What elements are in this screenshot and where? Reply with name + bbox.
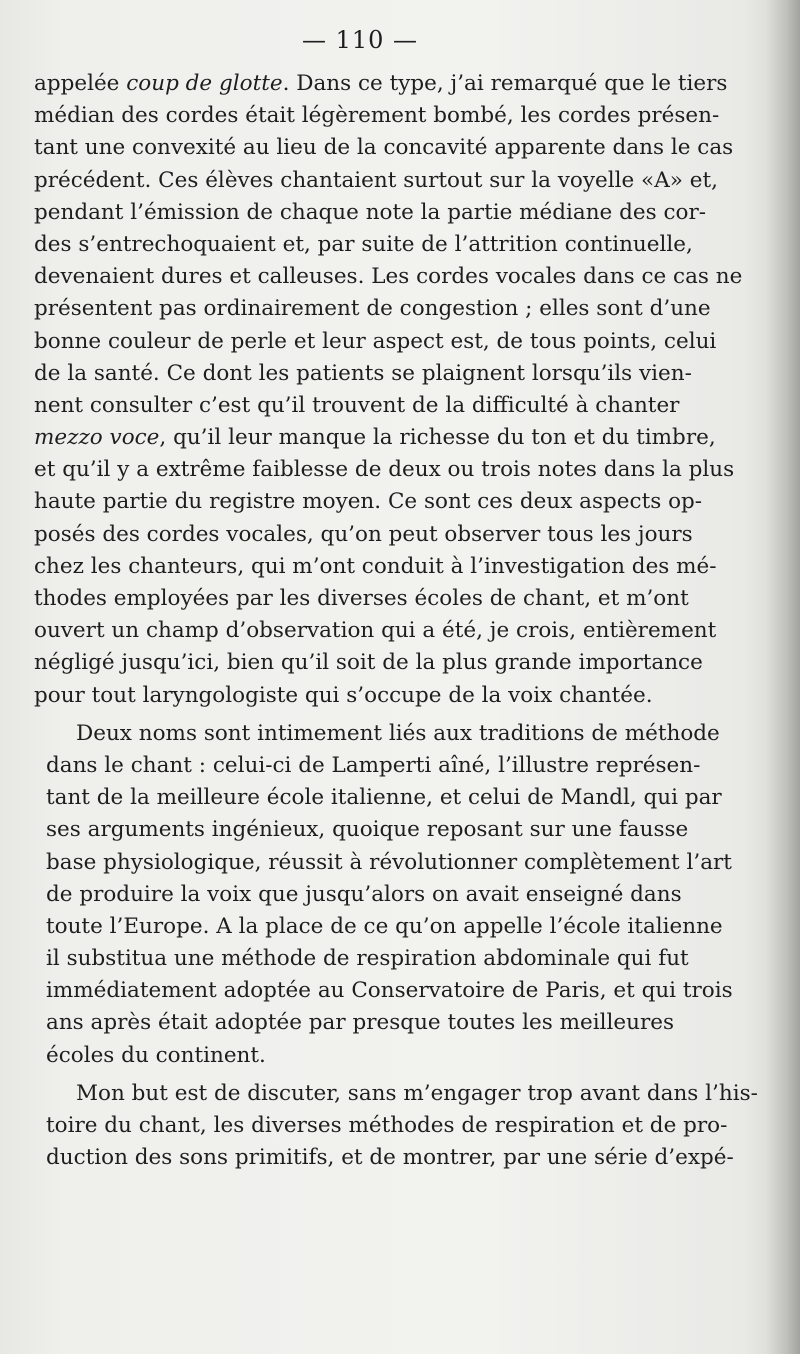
text-line: écoles du continent. [46,1042,266,1068]
text-line: ses arguments ingénieux, quoique reposant sur une fausse [46,817,689,843]
paragraph-3 [34,1078,758,1175]
text-line: présentent pas ordinairement de congestion ; elles sont d’une [34,296,711,322]
text-line: immédiatement adoptée au Conservatoire de Paris, et qui trois [46,978,733,1004]
text-line: précédent. Ces élèves chantaient surtout sur la voyelle «A» et, [34,167,718,193]
text-line: haute partie du registre moyen. Ce sont ces deux aspects op- [34,489,703,515]
text-line: base physiologique, réussit à révolutionner complètement l’art [46,849,732,875]
italic-term: coup de glotte [126,71,283,96]
text-line: nent consulter c’est qu’il trouvent de la difficulté à chanter [34,392,680,418]
text-line: devenaient dures et calleuses. Les cordes vocales dans ce cas ne [34,264,743,290]
text-line: bonne couleur de perle et leur aspect est, de tous points, celui [34,328,717,354]
text-line: mezzo voce, qu’il leur manque la richesse du ton et du timbre, [34,425,716,451]
text-line: médian des cordes était légèrement bombé, les cordes présen- [34,103,720,129]
page-gutter-shadow [766,0,800,1354]
page-number: — 110 — [301,26,419,54]
text-line: tant de la meilleure école italienne, et celui de Mandl, qui par [46,785,722,811]
italic-term: mezzo voce [34,425,160,451]
text-line: Mon but est de discuter, sans m’engager trop avant dans l’his- [76,1080,758,1106]
text-line: toire du chant, les diverses méthodes de respiration et de pro- [46,1113,728,1138]
text-line: de la santé. Ce dont les patients se plaignent lorsqu’ils vien- [34,360,692,386]
text-line: pour tout laryngologiste qui s’occupe de la voix chantée. [34,682,653,708]
text-line: de produire la voix que jusqu’alors on avait enseigné dans [46,881,682,907]
text-line: duction des sons primitifs, et de montrer, par une série d’expé- [46,1145,734,1171]
text-line: chez les chanteurs, qui m’ont conduit à l’investigation des mé- [34,553,717,579]
text-line: négligé jusqu’ici, bien qu’il soit de la plus grande importance [34,650,703,676]
paragraph-2 [34,718,733,1072]
paragraph-1 [34,68,743,712]
text-line: et qu’il y a extrême faiblesse de deux ou trois notes dans la plus [34,457,735,483]
body-text [34,68,758,1174]
text-line: thodes employées par les diverses écoles de chant, et m’ont [34,586,689,611]
text-line: appelée coup de glotte. Dans ce type, j’ai remarqué que le tiers [34,71,728,96]
text-line: posés des cordes vocales, qu’on peut observer tous les jours [34,521,693,547]
text-line: il substitua une méthode de respiration abdominale qui fut [46,946,689,972]
text-line: ans après était adoptée par presque toutes les meilleures [46,1010,674,1036]
text-line: tant une convexité au lieu de la concavité apparente dans le cas [34,135,734,161]
text-line: ouvert un champ d’observation qui a été, je crois, entièrement [34,618,717,644]
text-line: des s’entrechoquaient et, par suite de l’attrition continuelle, [34,231,693,257]
text-line: pendant l’émission de chaque note la partie médiane des cor- [34,199,707,225]
text-line: Deux noms sont intimement liés aux traditions de méthode [76,720,720,746]
text-line: toute l’Europe. A la place de ce qu’on appelle l’école italienne [46,913,723,939]
text-line: dans le chant : celui-ci de Lamperti aîné, l’illustre représen- [46,752,701,778]
